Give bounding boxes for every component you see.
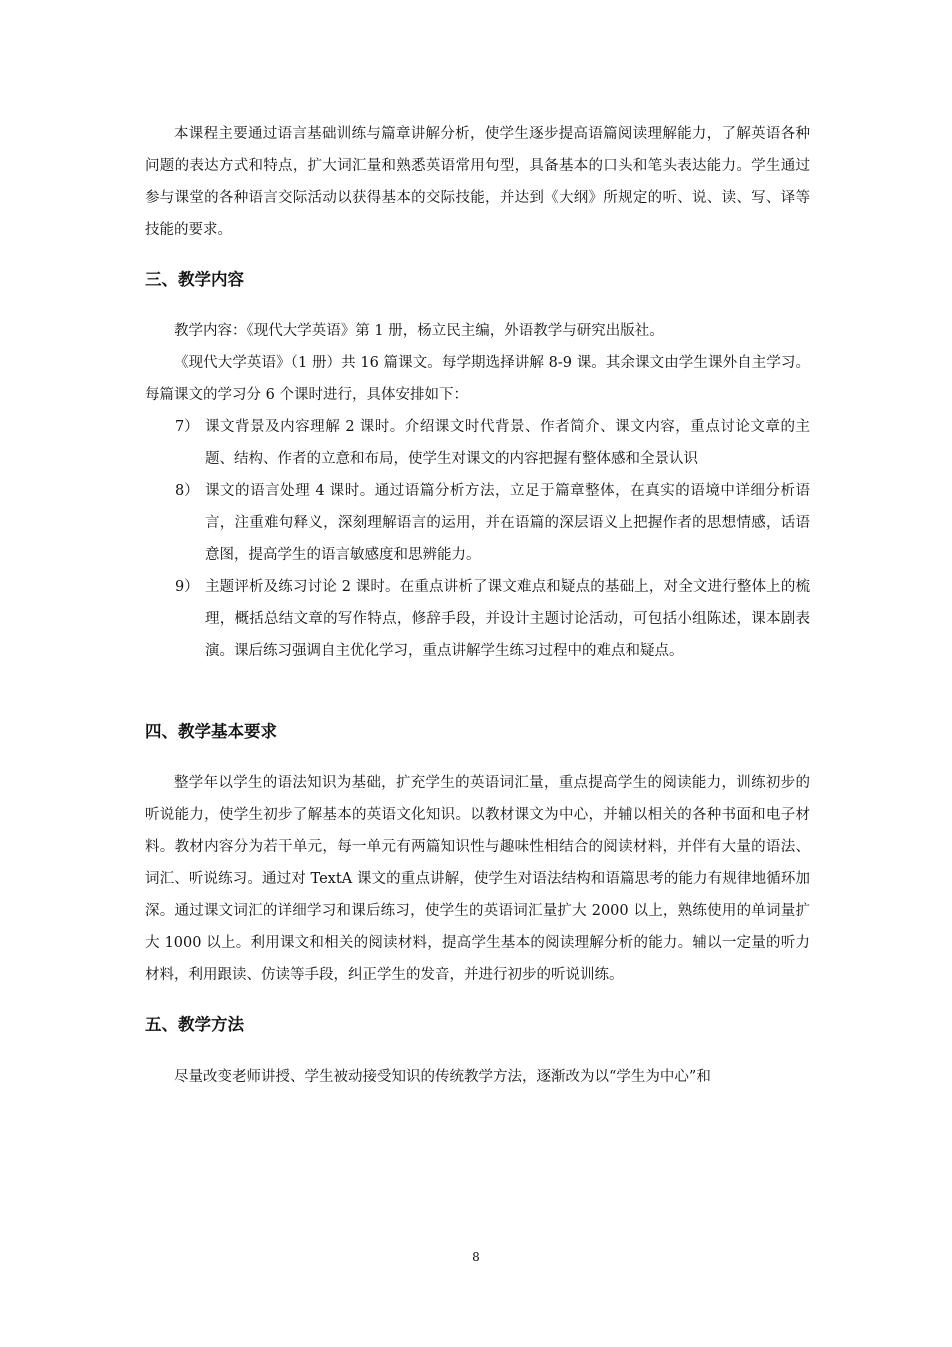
intro-paragraph: 本课程主要通过语言基础训练与篇章讲解分析，使学生逐步提高语篇阅读理解能力，了解英语各种问题的表达方式和特点，扩大词汇量和熟悉英语常用句型，具备基本的口头和笔头表达能力。学生通过参与课堂的各种语言交际活动以获得基本的交际技能，并达到《大纲》所规定的听、说、读、写、译等技能的要求。 <box>145 126 810 238</box>
section-heading-teaching-methods: 五、教学方法 <box>145 1015 244 1034</box>
textbook-paragraph: 《现代大学英语》（1 册）共 16 篇课文。每学期选择讲解 8-9 课。其余课文由学生课外自主学习。每篇课文的学习分 6 个课时进行，具体安排如下： <box>145 355 810 403</box>
teaching-methods-paragraph: 尽量改变老师讲授、学生被动接受知识的传统教学方法，逐渐改为以“学生为中心”和 <box>174 1069 711 1085</box>
list-item-text: 课文的语言处理 4 课时。通过语篇分析方法，立足于篇章整体，在真实的语境中详细分析语言，注重难句释义，深刻理解语言的运用，并在语篇的深层语义上把握作者的思想情感，话语意图，提高学生的语言敏感度和思辨能力。 <box>205 483 810 563</box>
list-item-number: 9） <box>175 579 199 595</box>
list-item-number: 8） <box>175 483 199 499</box>
section-heading-teaching-content: 三、教学内容 <box>145 270 244 289</box>
section-heading-basic-requirements: 四、教学基本要求 <box>145 722 277 741</box>
basic-requirements-paragraph: 整学年以学生的语法知识为基础，扩充学生的英语词汇量，重点提高学生的阅读能力，训练初步的听说能力，使学生初步了解基本的英语文化知识。以教材课文为中心，并辅以相关的各种书面和电子材料。教材内容分为若干单元，每一单元有两篇知识性与趣味性相结合的阅读材料，并伴有大量的语法、词汇、听说练习。通过对 TextA 课文的重点讲解，使学生对语法结构和语篇思考的能力有规律地循环加深。通过课文词汇的详细学习和课后练习，使学生的英语词汇量扩大 2000 以上，熟练使用的单词量扩大 1000 以上。利用课文和相关的阅读材料，提高学生基本的阅读理解分析的能力。辅以一定量的听力材料，利用跟读、仿读等手段，纠正学生的发音，并进行初步的听说训练。 <box>145 775 810 983</box>
page-number: 8 <box>472 1250 480 1264</box>
teaching-content-paragraph: 教学内容：《现代大学英语》第 1 册，杨立民主编，外语教学与研究出版社。 <box>174 323 664 339</box>
list-item-text: 主题评析及练习讨论 2 课时。在重点讲析了课文难点和疑点的基础上，对全文进行整体上的梳理，概括总结文章的写作特点，修辞手段，并设计主题讨论活动，可包括小组陈述，课本剧表演。课后练习强调自主优化学习，重点讲解学生练习过程中的难点和疑点。 <box>205 579 810 659</box>
list-item-text: 课文背景及内容理解 2 课时。介绍课文时代背景、作者简介、课文内容，重点讨论文章的主题、结构、作者的立意和布局，使学生对课文的内容把握有整体感和全景认识 <box>205 419 810 467</box>
list-item-number: 7） <box>175 419 199 435</box>
list-item <box>145 571 810 667</box>
list-item <box>145 411 810 475</box>
document-body <box>145 118 810 1093</box>
list-item <box>145 475 810 571</box>
